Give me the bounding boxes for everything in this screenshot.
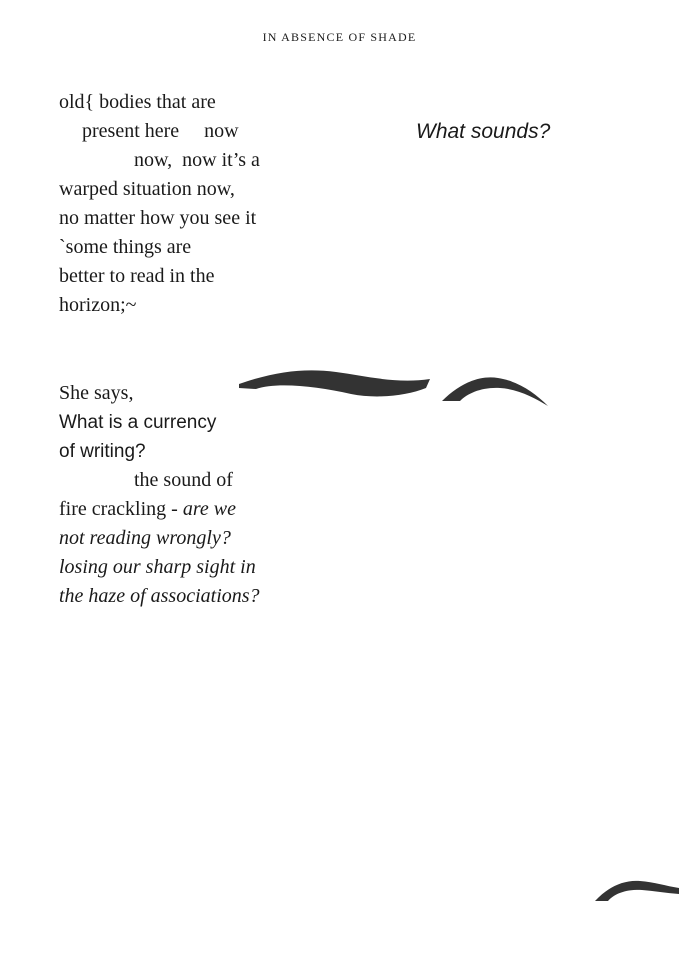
stanza1-line-8: horizon;~ — [59, 294, 137, 316]
stanza1-line-3: now, now it’s a — [134, 149, 260, 171]
aside-question: What sounds? — [416, 120, 551, 143]
stanza1-line-5: no matter how you see it — [59, 207, 257, 229]
stanza1-line-6: `some things are — [59, 236, 192, 258]
stanza1-line-1: old{ bodies that are — [59, 91, 216, 113]
stanza2-line-6: not reading wrongly? — [59, 527, 231, 549]
stanza1-line-2: present here now — [82, 120, 239, 142]
stanza2-line-3: of writing? — [59, 441, 146, 462]
stanza2-line-5 — [59, 495, 236, 524]
stanza2-line-5-italic: are we — [182, 498, 236, 520]
brush-stroke-left — [236, 366, 432, 400]
stanza1-line-7: better to read in the — [59, 265, 215, 287]
stanza2-line-5-roman: fire crackling - — [59, 498, 183, 520]
stanza2-line-2: What is a currency — [59, 412, 217, 433]
stanza1-line-4: warped situation now, — [59, 178, 235, 200]
stanza2-line-4: the sound of — [134, 469, 233, 491]
running-head: IN ABSENCE OF SHADE — [262, 30, 417, 44]
stanza2-line-8: the haze of associations? — [59, 585, 260, 607]
brush-stroke-right — [440, 374, 550, 408]
stanza2-line-7: losing our sharp sight in — [59, 556, 256, 578]
stanza2-line-1: She says, — [59, 382, 134, 404]
brush-stroke-corner — [594, 878, 679, 904]
